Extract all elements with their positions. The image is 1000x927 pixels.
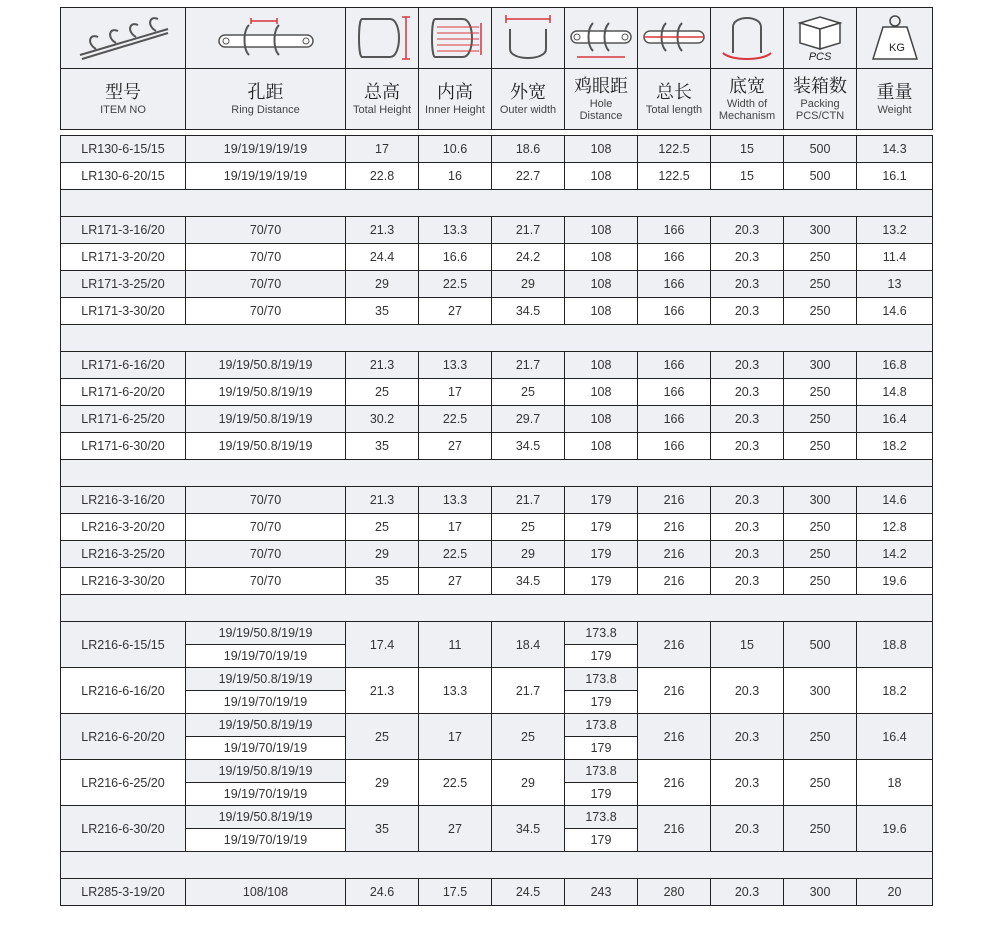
item-no-cell: LR216-3-20/20 — [61, 514, 186, 541]
table-cell: 216 — [638, 668, 711, 714]
table-cell: 122.5 — [638, 163, 711, 190]
table-cell: 22.7 — [492, 163, 565, 190]
table-cell: 22.5 — [419, 760, 492, 806]
table-cell: 250 — [784, 271, 857, 298]
table-cell: 22.5 — [419, 406, 492, 433]
spacer-cell — [61, 460, 933, 487]
group-spacer — [61, 325, 933, 352]
spacer-cell — [61, 190, 933, 217]
table-cell: 19.6 — [857, 806, 933, 852]
table-cell: 166 — [638, 352, 711, 379]
item-no-cell: LR216-6-30/20 — [61, 806, 186, 852]
column-header-en: Inner Height — [425, 104, 485, 116]
table-cell: 19/19/50.8/19/19 — [186, 352, 346, 379]
total-length-icon — [640, 13, 708, 63]
table-cell: 250 — [784, 244, 857, 271]
table-cell: 300 — [784, 879, 857, 906]
item-no-cell: LR171-6-25/20 — [61, 406, 186, 433]
table-cell: 250 — [784, 568, 857, 595]
table-cell: 13 — [857, 271, 933, 298]
column-header — [61, 69, 186, 130]
column-header — [565, 69, 638, 130]
column-header-en: Ring Distance — [231, 104, 300, 116]
table-cell: 166 — [638, 406, 711, 433]
table-cell: 122.5 — [638, 136, 711, 163]
table-cell: 250 — [784, 714, 857, 760]
column-header — [857, 69, 933, 130]
header-label-row — [61, 69, 933, 130]
item-no-cell: LR216-6-16/20 — [61, 668, 186, 714]
table-cell: 19/19/50.8/19/19 — [186, 668, 346, 691]
item-no-cell: LR171-3-20/20 — [61, 244, 186, 271]
table-cell: 19.6 — [857, 568, 933, 595]
header-icon-cell — [565, 8, 638, 69]
table-cell: 30.2 — [346, 406, 419, 433]
column-header-en: Width of Mechanism — [718, 98, 776, 122]
table-cell: 250 — [784, 406, 857, 433]
table-cell: 15 — [711, 622, 784, 668]
table-cell: 35 — [346, 568, 419, 595]
table-cell: 29 — [492, 271, 565, 298]
table-row — [61, 406, 933, 433]
table-cell: 300 — [784, 352, 857, 379]
group-spacer — [61, 852, 933, 879]
table-cell: 18.8 — [857, 622, 933, 668]
table-cell: 14.6 — [857, 487, 933, 514]
table-cell: 21.3 — [346, 487, 419, 514]
table-cell: 16.4 — [857, 406, 933, 433]
table-cell: 70/70 — [186, 541, 346, 568]
table-cell: 179 — [565, 568, 638, 595]
table-cell: 108 — [565, 271, 638, 298]
column-header — [638, 69, 711, 130]
table-cell: 25 — [492, 514, 565, 541]
table-cell: 250 — [784, 298, 857, 325]
table-cell: 35 — [346, 433, 419, 460]
table-cell: 22.5 — [419, 271, 492, 298]
table-cell: 179 — [565, 541, 638, 568]
spacer-cell — [61, 325, 933, 352]
table-cell: 24.2 — [492, 244, 565, 271]
table-row — [61, 379, 933, 406]
table-row — [61, 433, 933, 460]
table-cell: 16.6 — [419, 244, 492, 271]
table-cell: 17 — [419, 514, 492, 541]
weight-icon — [863, 13, 927, 63]
table-cell: 13.2 — [857, 217, 933, 244]
header-icon-cell — [857, 8, 933, 69]
table-cell: 35 — [346, 806, 419, 852]
table-cell: 18.2 — [857, 668, 933, 714]
item-no-cell: LR285-3-19/20 — [61, 879, 186, 906]
table-cell: 179 — [565, 829, 638, 852]
table-cell: 29.7 — [492, 406, 565, 433]
item-no-cell: LR216-3-30/20 — [61, 568, 186, 595]
table-row — [61, 352, 933, 379]
table-cell: 70/70 — [186, 271, 346, 298]
item-no-cell: LR216-6-20/20 — [61, 714, 186, 760]
column-header — [711, 69, 784, 130]
table-cell: 166 — [638, 433, 711, 460]
table-cell: 300 — [784, 487, 857, 514]
table-cell: 19/19/70/19/19 — [186, 829, 346, 852]
table-cell: 25 — [346, 514, 419, 541]
table-cell: 21.3 — [346, 668, 419, 714]
table-cell: 20.3 — [711, 668, 784, 714]
group-spacer — [61, 190, 933, 217]
table-cell: 20.3 — [711, 271, 784, 298]
table-cell: 173.8 — [565, 622, 638, 645]
column-header — [346, 69, 419, 130]
column-header-zh: 内高 — [437, 82, 473, 102]
table-cell: 250 — [784, 806, 857, 852]
table-cell: 11.4 — [857, 244, 933, 271]
table-cell: 20.3 — [711, 541, 784, 568]
table-cell: 21.3 — [346, 352, 419, 379]
column-header-zh: 型号 — [105, 82, 141, 102]
spec-table — [60, 7, 933, 906]
column-header-en: Hole Distance — [579, 98, 623, 122]
table-cell: 13.3 — [419, 668, 492, 714]
table-cell: 108 — [565, 298, 638, 325]
hole-distance-icon — [567, 13, 635, 63]
table-cell: 20.3 — [711, 433, 784, 460]
table-row — [61, 714, 933, 737]
table-cell: 19/19/50.8/19/19 — [186, 806, 346, 829]
table-cell: 216 — [638, 714, 711, 760]
column-header — [186, 69, 346, 130]
inner-height-icon — [423, 13, 487, 63]
table-cell: 20.3 — [711, 352, 784, 379]
table-cell: 179 — [565, 514, 638, 541]
table-cell: 16.8 — [857, 352, 933, 379]
table-cell: 166 — [638, 244, 711, 271]
table-cell: 216 — [638, 622, 711, 668]
table-cell: 108 — [565, 406, 638, 433]
ring-distance-icon — [211, 13, 321, 63]
table-cell: 20.3 — [711, 244, 784, 271]
table-cell: 500 — [784, 622, 857, 668]
table-cell: 20.3 — [711, 379, 784, 406]
table-cell: 20.3 — [711, 806, 784, 852]
column-header-zh: 总高 — [364, 82, 400, 102]
table-cell: 70/70 — [186, 217, 346, 244]
table-row — [61, 760, 933, 783]
table-cell: 166 — [638, 379, 711, 406]
table-cell: 16.4 — [857, 714, 933, 760]
ring-binder-icon — [68, 13, 178, 63]
item-no-cell: LR216-6-15/15 — [61, 622, 186, 668]
table-row — [61, 541, 933, 568]
table-row — [61, 568, 933, 595]
table-cell: 19/19/50.8/19/19 — [186, 760, 346, 783]
column-header-zh: 外宽 — [510, 82, 546, 102]
table-cell: 20.3 — [711, 487, 784, 514]
column-header — [492, 69, 565, 130]
table-cell: 17.5 — [419, 879, 492, 906]
table-cell: 300 — [784, 668, 857, 714]
item-no-cell: LR171-6-16/20 — [61, 352, 186, 379]
header-icon-cell — [638, 8, 711, 69]
svg-text:KG: KG — [888, 42, 905, 54]
table-cell: 70/70 — [186, 244, 346, 271]
table-cell: 34.5 — [492, 806, 565, 852]
table-cell: 25 — [492, 714, 565, 760]
table-cell: 108 — [565, 244, 638, 271]
table-cell: 16.1 — [857, 163, 933, 190]
table-cell: 19/19/70/19/19 — [186, 645, 346, 668]
table-cell: 166 — [638, 271, 711, 298]
table-cell: 20 — [857, 879, 933, 906]
table-cell: 500 — [784, 136, 857, 163]
table-row — [61, 668, 933, 691]
table-cell: 17 — [346, 136, 419, 163]
table-cell: 14.6 — [857, 298, 933, 325]
table-cell: 18.4 — [492, 622, 565, 668]
table-cell: 10.6 — [419, 136, 492, 163]
table-cell: 29 — [492, 760, 565, 806]
table-cell: 19/19/70/19/19 — [186, 783, 346, 806]
table-cell: 29 — [346, 760, 419, 806]
header-icon-cell — [711, 8, 784, 69]
column-header-zh: 鸡眼距 — [574, 76, 628, 96]
table-cell: 20.3 — [711, 760, 784, 806]
column-header-en: Outer width — [499, 104, 557, 116]
table-cell: 179 — [565, 783, 638, 806]
table-cell: 19/19/50.8/19/19 — [186, 622, 346, 645]
table-cell: 250 — [784, 433, 857, 460]
table-cell: 12.8 — [857, 514, 933, 541]
table-cell: 173.8 — [565, 760, 638, 783]
table-cell: 11 — [419, 622, 492, 668]
table-cell: 19/19/50.8/19/19 — [186, 714, 346, 737]
table-cell: 27 — [419, 568, 492, 595]
table-cell: 25 — [346, 714, 419, 760]
outer-width-icon — [496, 13, 560, 63]
table-cell: 108 — [565, 136, 638, 163]
table-cell: 17 — [419, 379, 492, 406]
table-cell: 27 — [419, 806, 492, 852]
table-cell: 179 — [565, 645, 638, 668]
table-cell: 250 — [784, 760, 857, 806]
table-cell: 21.7 — [492, 217, 565, 244]
table-cell: 300 — [784, 217, 857, 244]
table-row — [61, 298, 933, 325]
table-cell: 20.3 — [711, 514, 784, 541]
table-cell: 250 — [784, 514, 857, 541]
svg-text:PCS: PCS — [808, 51, 832, 63]
table-row — [61, 271, 933, 298]
header-icon-cell — [784, 8, 857, 69]
column-header-zh: 重量 — [876, 82, 913, 102]
item-no-cell: LR216-3-16/20 — [61, 487, 186, 514]
table-cell: 173.8 — [565, 806, 638, 829]
table-row — [61, 244, 933, 271]
table-cell: 34.5 — [492, 568, 565, 595]
table-cell: 18 — [857, 760, 933, 806]
table-cell: 70/70 — [186, 514, 346, 541]
table-cell: 21.7 — [492, 352, 565, 379]
column-header-en: ITEM NO — [100, 104, 146, 116]
table-cell: 19/19/50.8/19/19 — [186, 406, 346, 433]
column-header-zh: 底宽 — [729, 76, 765, 96]
table-cell: 14.8 — [857, 379, 933, 406]
table-cell: 25 — [492, 379, 565, 406]
table-cell: 108 — [565, 379, 638, 406]
header-icon-cell — [61, 8, 186, 69]
group-spacer — [61, 595, 933, 622]
table-cell: 29 — [346, 271, 419, 298]
table-cell: 70/70 — [186, 568, 346, 595]
column-header-en: Total length — [645, 104, 703, 116]
table-cell: 13.3 — [419, 352, 492, 379]
mechanism-width-icon — [715, 13, 779, 63]
header-icon-cell — [419, 8, 492, 69]
table-cell: 19/19/50.8/19/19 — [186, 379, 346, 406]
table-cell: 108 — [565, 163, 638, 190]
table-cell: 108 — [565, 217, 638, 244]
header-icon-cell — [186, 8, 346, 69]
item-no-cell: LR171-6-20/20 — [61, 379, 186, 406]
table-row — [61, 806, 933, 829]
header-icon-cell — [346, 8, 419, 69]
table-row — [61, 487, 933, 514]
table-row — [61, 136, 933, 163]
column-header — [419, 69, 492, 130]
item-no-cell: LR130-6-20/15 — [61, 163, 186, 190]
table-cell: 70/70 — [186, 298, 346, 325]
spacer-cell — [61, 595, 933, 622]
table-cell: 216 — [638, 514, 711, 541]
item-no-cell: LR216-3-25/20 — [61, 541, 186, 568]
column-header-en: Total Height — [352, 104, 412, 116]
table-cell: 15 — [711, 136, 784, 163]
table-cell: 18.6 — [492, 136, 565, 163]
table-cell: 35 — [346, 298, 419, 325]
table-cell: 173.8 — [565, 714, 638, 737]
column-header-zh: 孔距 — [247, 82, 284, 102]
table-cell: 20.3 — [711, 406, 784, 433]
table-row — [61, 163, 933, 190]
table-cell: 17 — [419, 714, 492, 760]
table-cell: 173.8 — [565, 668, 638, 691]
table-row — [61, 514, 933, 541]
table-cell: 27 — [419, 298, 492, 325]
header-icon-cell — [492, 8, 565, 69]
table-cell: 19/19/70/19/19 — [186, 737, 346, 760]
table-cell: 108 — [565, 352, 638, 379]
icon-row — [61, 8, 933, 69]
table-cell: 20.3 — [711, 298, 784, 325]
column-header-zh: 总长 — [656, 82, 692, 102]
table-cell: 13.3 — [419, 217, 492, 244]
table-cell: 280 — [638, 879, 711, 906]
table-cell: 14.3 — [857, 136, 933, 163]
table-cell: 20.3 — [711, 714, 784, 760]
column-header-en: Packing PCS/CTN — [795, 98, 845, 122]
table-row — [61, 879, 933, 906]
item-no-cell: LR171-3-30/20 — [61, 298, 186, 325]
table-cell: 24.5 — [492, 879, 565, 906]
group-spacer — [61, 460, 933, 487]
table-cell: 20.3 — [711, 879, 784, 906]
table-cell: 24.6 — [346, 879, 419, 906]
column-header — [784, 69, 857, 130]
table-cell: 13.3 — [419, 487, 492, 514]
table-cell: 166 — [638, 217, 711, 244]
table-cell: 22.5 — [419, 541, 492, 568]
item-no-cell: LR171-3-16/20 — [61, 217, 186, 244]
column-header-en: Weight — [877, 104, 912, 116]
carton-box-icon — [788, 13, 852, 63]
table-cell: 250 — [784, 541, 857, 568]
table-cell: 21.3 — [346, 217, 419, 244]
table-cell: 29 — [492, 541, 565, 568]
spacer-cell — [61, 852, 933, 879]
table-cell: 250 — [784, 379, 857, 406]
table-cell: 216 — [638, 806, 711, 852]
table-cell: 216 — [638, 541, 711, 568]
table-cell: 17.4 — [346, 622, 419, 668]
table-cell: 216 — [638, 568, 711, 595]
table-cell: 70/70 — [186, 487, 346, 514]
table-cell: 21.7 — [492, 487, 565, 514]
table-cell: 25 — [346, 379, 419, 406]
table-cell: 20.3 — [711, 217, 784, 244]
table-cell: 19/19/70/19/19 — [186, 691, 346, 714]
table-cell: 179 — [565, 487, 638, 514]
table-cell: 243 — [565, 879, 638, 906]
table-cell: 500 — [784, 163, 857, 190]
table-cell: 29 — [346, 541, 419, 568]
table-cell: 179 — [565, 737, 638, 760]
item-no-cell: LR171-6-30/20 — [61, 433, 186, 460]
table-cell: 15 — [711, 163, 784, 190]
table-cell: 179 — [565, 691, 638, 714]
table-cell: 18.2 — [857, 433, 933, 460]
table-cell: 21.7 — [492, 668, 565, 714]
table-cell: 20.3 — [711, 568, 784, 595]
table-cell: 16 — [419, 163, 492, 190]
column-header-zh: 装箱数 — [793, 76, 847, 96]
table-cell: 216 — [638, 487, 711, 514]
table-row — [61, 622, 933, 645]
item-no-cell: LR171-3-25/20 — [61, 271, 186, 298]
table-cell: 14.2 — [857, 541, 933, 568]
table-cell: 108 — [565, 433, 638, 460]
table-cell: 34.5 — [492, 433, 565, 460]
item-no-cell: LR130-6-15/15 — [61, 136, 186, 163]
table-cell: 19/19/50.8/19/19 — [186, 433, 346, 460]
table-cell: 108/108 — [186, 879, 346, 906]
item-no-cell: LR216-6-25/20 — [61, 760, 186, 806]
total-height-icon — [350, 13, 414, 63]
table-cell: 19/19/19/19/19 — [186, 163, 346, 190]
table-cell: 166 — [638, 298, 711, 325]
table-cell: 24.4 — [346, 244, 419, 271]
table-cell: 216 — [638, 760, 711, 806]
table-cell: 27 — [419, 433, 492, 460]
table-cell: 22.8 — [346, 163, 419, 190]
table-row — [61, 217, 933, 244]
table-cell: 19/19/19/19/19 — [186, 136, 346, 163]
table-cell: 34.5 — [492, 298, 565, 325]
